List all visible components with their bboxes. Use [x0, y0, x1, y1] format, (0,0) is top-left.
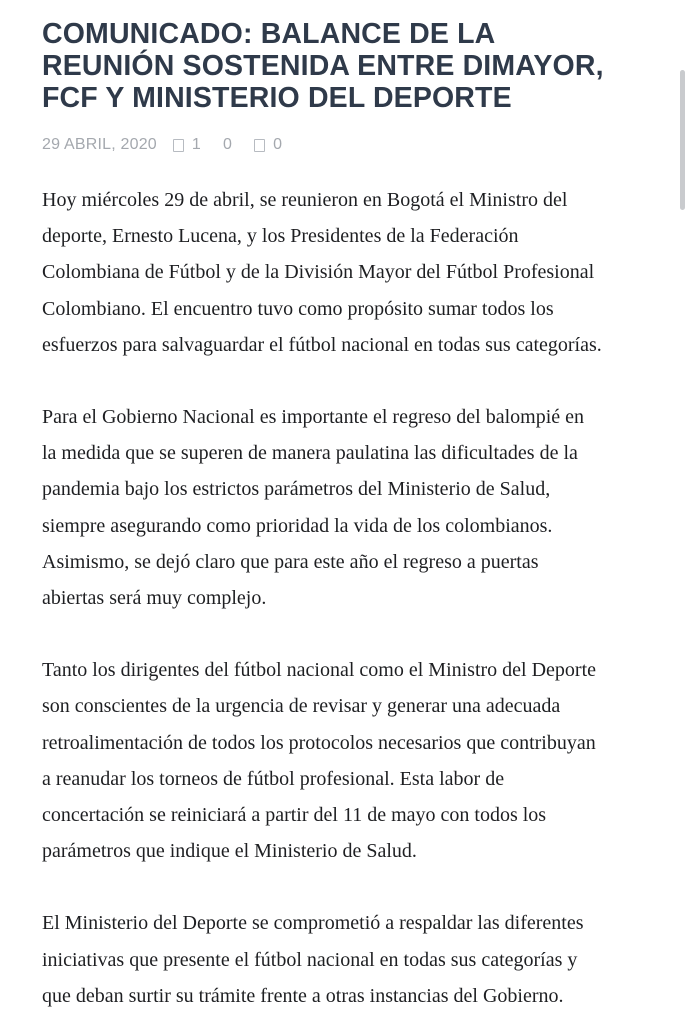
paragraph-line: son conscientes de la urgencia de revisar y generar una adecuada: [42, 695, 561, 718]
paragraph-line: El Ministerio del Deporte se comprometió a respaldar las diferentes: [42, 912, 584, 935]
comment-icon: [173, 139, 184, 152]
article-title-line: REUNIÓN SOSTENIDA ENTRE DIMAYOR,: [42, 50, 604, 82]
heart-icon: [254, 139, 265, 152]
paragraph-line: Hoy miércoles 29 de abril, se reunieron en Bogotá el Ministro del: [42, 189, 568, 211]
paragraph-line: abiertas será muy complejo.: [42, 587, 267, 610]
paragraph-line: siempre asegurando como prioridad la vida de los colombianos.: [42, 514, 553, 537]
article-paragraph: [42, 399, 664, 616]
article-meta: [42, 134, 672, 156]
comments-count: 1: [191, 136, 201, 153]
views-count: [223, 136, 232, 154]
article-body: [42, 182, 672, 1014]
article-paragraph: [42, 905, 664, 1014]
article: [42, 18, 672, 1024]
paragraph-line: deporte, Ernesto Lucena, y los Presidentes de la Federación: [42, 225, 519, 248]
paragraph-line: la medida que se superen de manera paulatina las dificultades de la: [42, 442, 578, 465]
paragraph-line: Asimismo, se dejó claro que para este año el regreso a puertas: [42, 550, 539, 573]
paragraph-line: Para el Gobierno Nacional es importante el regreso del balompié en: [42, 406, 585, 429]
article-title: [42, 18, 672, 114]
page-scrollbar[interactable]: [678, 70, 686, 210]
paragraph-line: Colombiano. El encuentro tuvo como propósito sumar todos los: [42, 297, 554, 320]
article-title-line: COMUNICADO: BALANCE DE LA: [42, 18, 496, 50]
paragraph-line: que deban surtir su trámite frente a otras instancias del Gobierno.: [42, 984, 564, 1007]
publish-date: 29 ABRIL, 2020: [42, 136, 157, 153]
paragraph-line: parámetros que indique el Ministerio de Salud.: [42, 840, 417, 863]
paragraph-line: esfuerzos para salvaguardar el fútbol nacional en todas sus categorías.: [42, 333, 602, 356]
paragraph-line: concertación se reiniciará a partir del 11 de mayo con todos los: [42, 804, 547, 827]
likes-button[interactable]: [254, 136, 282, 154]
paragraph-line: Colombiana de Fútbol y de la División Mayor del Fútbol Profesional: [42, 261, 595, 284]
paragraph-line: a reanudar los torneos de fútbol profesional. Esta labor de: [42, 767, 505, 790]
paragraph-line: retroalimentación de todos los protocolos necesarios que contribuyan: [42, 731, 596, 754]
paragraph-line: pandemia bajo los estrictos parámetros del Ministerio de Salud,: [42, 478, 551, 501]
paragraph-line: iniciativas que presente el fútbol nacional en todas sus categorías y: [42, 948, 578, 971]
article-title-line: FCF Y MINISTERIO DEL DEPORTE: [42, 82, 512, 114]
comments-count-link[interactable]: [173, 136, 201, 154]
views-count-value: 0: [223, 136, 233, 153]
article-paragraph: [42, 652, 664, 869]
scrollbar-thumb[interactable]: [680, 70, 685, 210]
likes-count: 0: [273, 136, 283, 153]
paragraph-line: Tanto los dirigentes del fútbol nacional como el Ministro del Deporte: [42, 659, 597, 682]
article-paragraph: [42, 182, 664, 363]
